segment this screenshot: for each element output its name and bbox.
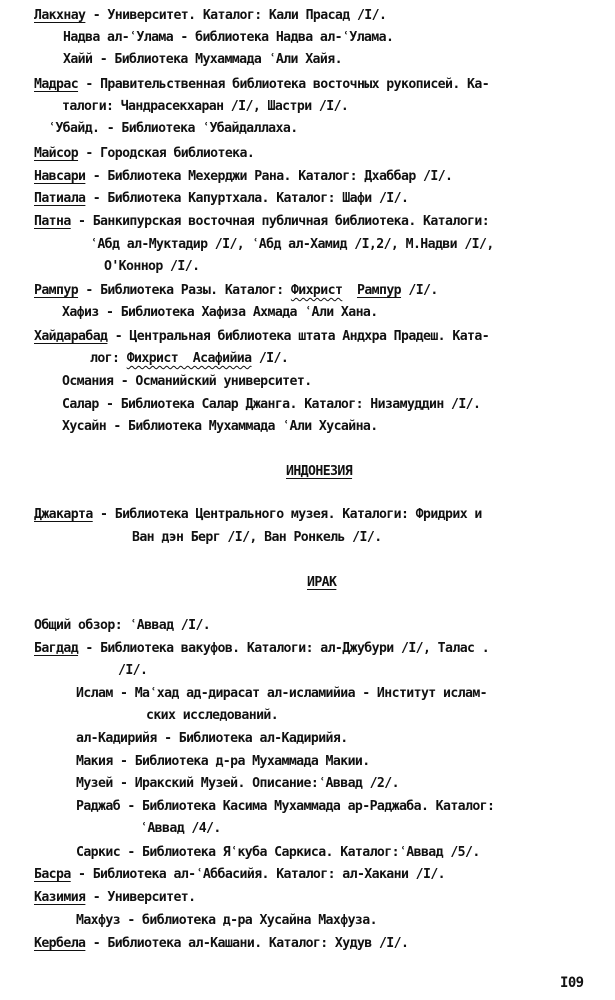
- entry-patiala: [34, 190, 408, 208]
- entry-text: - Городская библиотека.: [78, 146, 255, 161]
- entry-text: Махфуз - библиотека д-ра Хусайна Махфуза.: [76, 913, 377, 928]
- city-name: Басра: [34, 867, 71, 882]
- entry-text: Османия - Османийский университет.: [62, 374, 312, 389]
- entry-patna-cont: [90, 236, 494, 254]
- entry-text: ских исследований.: [146, 708, 279, 723]
- entry-madras: [34, 76, 489, 94]
- entry-text: - Университет. Каталог: Кали Прасад /I/.: [85, 8, 387, 23]
- city-name: Джакарта: [34, 507, 93, 522]
- entry-overview: [34, 617, 210, 635]
- catalog-title: Фихрист Асафийиа: [126, 351, 252, 366]
- catalog-title: Фихрист: [290, 283, 343, 298]
- entry-baghdad-cont: [118, 662, 147, 680]
- entry-text: ал-Кадирийя - Библиотека ал-Кадирийя.: [76, 731, 348, 746]
- entry-text: - Библиотека Мехерджи Рана. Каталог: Дхаббар /I/.: [85, 169, 453, 184]
- entry-karbala: [34, 935, 408, 953]
- entry-text: Саркис - Библиотека Яʿкуба Саркиса. Каталог:ʿАввад /5/.: [76, 845, 480, 860]
- entry-nadwa: [63, 29, 393, 47]
- entry-sarkis: [76, 844, 480, 862]
- entry-mysore: [34, 145, 254, 163]
- entry-hyderabad: [34, 328, 489, 346]
- city-name: Майсор: [34, 146, 79, 161]
- entry-text: - Библиотека Капуртхала. Каталог: Шафи /I/.: [85, 191, 409, 206]
- city-name: Мадрас: [34, 77, 79, 92]
- entry-rajab-cont: [140, 820, 221, 838]
- entry-text: Общий обзор: ʿАввад /I/.: [34, 618, 211, 633]
- entry-text: Музей - Иракский Музей. Описание:ʿАввад /2/.: [76, 776, 399, 791]
- entry-baghdad: [34, 640, 489, 658]
- city-name: Патна: [34, 214, 71, 229]
- entry-text: /I/.: [251, 351, 289, 366]
- entry-patna: [34, 213, 489, 231]
- city-name: Хайдарабад: [34, 329, 108, 344]
- entry-salar: [62, 396, 480, 414]
- entry-islam: [76, 685, 487, 703]
- entry-jakarta: [34, 506, 482, 524]
- entry-navsari: [34, 168, 452, 186]
- page-number: I09: [560, 975, 584, 991]
- entry-text: - Университет.: [85, 890, 196, 905]
- entry-text: Раджаб - Библиотека Касима Мухаммада ар-Раджаба. Каталог:: [76, 799, 495, 814]
- entry-text: Ислам - Маʿхад ад-дирасат ал-исламийиа - Институт ислам-: [76, 686, 488, 701]
- entry-text: Хайй - Библиотека Мухаммада ʿАли Хайя.: [63, 52, 342, 67]
- entry-text: - Правительственная библиотека восточных рукописей. Ка-: [78, 77, 490, 92]
- entry-madras-cont: [62, 98, 348, 116]
- entry-text: Надва ал-ʿУлама - библиотека Надва ал-ʿУлама.: [63, 30, 394, 45]
- entry-kazimiya: [34, 889, 195, 907]
- entry-rajab: [76, 798, 494, 816]
- entry-lucknow: [34, 7, 386, 25]
- city-name: Кербела: [34, 936, 86, 951]
- entry-text: - Библиотека ал-Кашани. Каталог: Худув /I/.: [85, 936, 409, 951]
- entry-text: ʿАввад /4/.: [140, 821, 221, 836]
- entry-text: ʿУбайд. - Библиотека ʿУбайдаллаха.: [48, 121, 298, 136]
- entry-text: - Центральная библиотека штата Андхра Прадеш. Ката-: [107, 329, 490, 344]
- city-name: Навсари: [34, 169, 86, 184]
- entry-patna-cont2: [104, 258, 199, 276]
- entry-text: - Библиотека Разы. Каталог:: [78, 283, 291, 298]
- entry-ubayd: [48, 120, 298, 138]
- entry-hyderabad-cont: [90, 350, 288, 368]
- section-heading-iraq: ИРАК: [307, 575, 337, 590]
- entry-text: - Банкипурская восточная публичная библиотека. Каталоги:: [70, 214, 490, 229]
- entry-text: Хусайн - Библиотека Мухаммада ʿАли Хусайна.: [62, 419, 378, 434]
- city-name: Лакхнау: [34, 8, 86, 23]
- entry-text: Макия - Библиотека д-ра Мухаммада Макии.: [76, 754, 370, 769]
- entry-hafiz: [62, 304, 378, 322]
- entry-text: Хафиз - Библиотека Хафиза Ахмада ʿАли Хана.: [62, 305, 378, 320]
- entry-jakarta-cont: [132, 529, 382, 547]
- entry-text: О'Коннор /I/.: [104, 259, 200, 274]
- entry-text: ʿАбд ал-Муктадир /I/, ʿАбд ал-Хамид /I,2/, М.Надви /I/,: [90, 237, 494, 252]
- entry-text: - Библиотека Центрального музея. Каталоги: Фридрих и: [92, 507, 482, 522]
- entry-text: Салар - Библиотека Салар Джанга. Каталог: Низамуддин /I/.: [62, 397, 481, 412]
- entry-husayn: [62, 418, 378, 436]
- entry-text: - Библиотека ал-ʿАббасийя. Каталог: ал-Хакани /I/.: [70, 867, 446, 882]
- entry-islam-cont: [146, 707, 278, 725]
- catalog-title: Рампур: [356, 283, 402, 298]
- entry-gap: [342, 283, 357, 298]
- entry-text: талоги: Чандрасекхаран /I/, Шастри /I/.: [62, 99, 349, 114]
- entry-text: /I/.: [118, 663, 148, 678]
- entry-text: /I/.: [401, 283, 438, 298]
- city-name: Рампур: [34, 283, 79, 298]
- entry-mahfuz: [76, 912, 377, 930]
- entry-museum: [76, 775, 399, 793]
- city-name: Казимия: [34, 890, 86, 905]
- entry-makiya: [76, 753, 370, 771]
- entry-text: - Библиотека вакуфов. Каталоги: ал-Джубури /I/, Талас .: [78, 641, 490, 656]
- entry-rampur: [34, 282, 438, 300]
- entry-osmania: [62, 373, 312, 391]
- entry-qadiriyya: [76, 730, 348, 748]
- entry-text: лог:: [90, 351, 127, 366]
- city-name: Багдад: [34, 641, 79, 656]
- entry-text: Ван дэн Берг /I/, Ван Ронкель /I/.: [132, 530, 382, 545]
- city-name: Патиала: [34, 191, 86, 206]
- section-heading-indonesia: ИНДОНЕЗИЯ: [286, 464, 353, 479]
- entry-basra: [34, 866, 445, 884]
- entry-hayy: [63, 51, 342, 69]
